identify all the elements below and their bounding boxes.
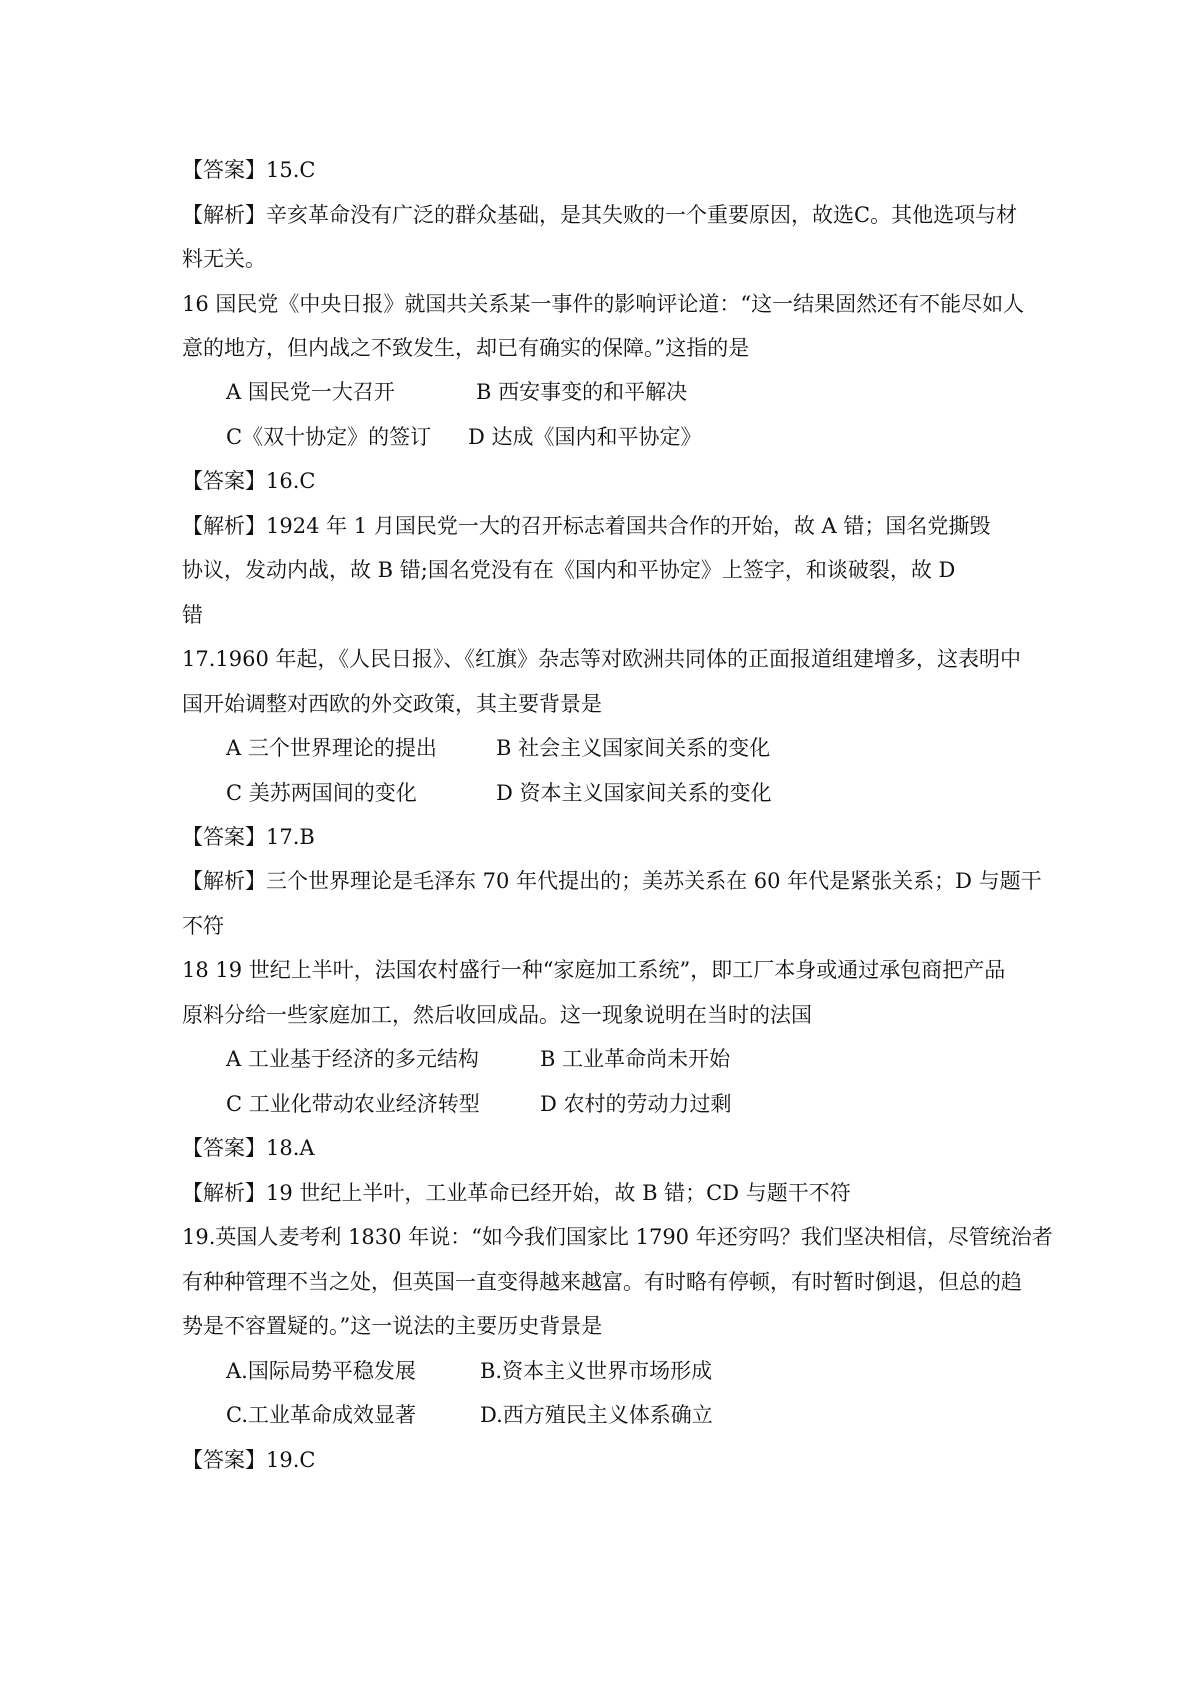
analysis-18-line-1: 【解析】19 世纪上半叶，工业革命已经开始，故 B 错；CD 与题干不符 xyxy=(182,1181,851,1205)
question-16-option-a: A 国民党一大召开 xyxy=(226,380,395,404)
question-18-stem-line-2: 原料分给一些家庭加工，然后收回成品。这一现象说明在当时的法国 xyxy=(182,1003,812,1027)
question-18-option-d: D 农村的劳动力过剩 xyxy=(540,1092,732,1116)
analysis-17-line-1: 【解析】三个世界理论是毛泽东 70 年代提出的；美苏关系在 60 年代是紧张关系；D 与题干 xyxy=(182,869,1042,893)
analysis-16-line-3: 错 xyxy=(182,603,203,627)
question-19-option-a: A.国际局势平稳发展 xyxy=(226,1359,416,1383)
question-18-stem-line-1: 18 19 世纪上半叶，法国农村盛行一种“家庭加工系统”，即工厂本身或通过承包商把产品 xyxy=(182,958,1006,982)
answer-17: 【答案】17.B xyxy=(182,825,315,849)
analysis-15-line-1: 【解析】辛亥革命没有广泛的群众基础，是其失败的一个重要原因，故选C。其他选项与材 xyxy=(182,203,1018,227)
question-17-option-b: B 社会主义国家间关系的变化 xyxy=(496,736,771,760)
question-19-option-d: D.西方殖民主义体系确立 xyxy=(480,1403,713,1427)
answer-15: 【答案】15.C xyxy=(182,158,316,182)
question-19-stem-line-3: 势是不容置疑的。”这一说法的主要历史背景是 xyxy=(182,1314,603,1338)
question-17-stem-line-1: 17.1960 年起，《人民日报》、《红旗》杂志等对欧洲共同体的正面报道组建增多，这表明中 xyxy=(182,647,1022,671)
question-18-option-c: C 工业化带动农业经济转型 xyxy=(226,1092,480,1116)
question-16-stem-line-1: 16 国民党《中央日报》就国共关系某一事件的影响评论道：“这一结果固然还有不能尽如人 xyxy=(182,292,1025,316)
question-17-option-c: C 美苏两国间的变化 xyxy=(226,781,417,805)
analysis-16-line-2: 协议，发动内战，故 B 错;国名党没有在《国内和平协定》上签字，和谈破裂，故 D xyxy=(182,558,956,582)
question-16-option-b: B 西安事变的和平解决 xyxy=(476,380,688,404)
answer-18: 【答案】18.A xyxy=(182,1136,315,1160)
question-19-stem-line-1: 19.英国人麦考利 1830 年说：“如今我们国家比 1790 年还穷吗？我们坚决相信，尽管统治者 xyxy=(182,1225,1053,1249)
answer-16: 【答案】16.C xyxy=(182,469,316,493)
question-19-option-c: C.工业革命成效显著 xyxy=(226,1403,416,1427)
analysis-17-line-2: 不符 xyxy=(182,914,224,938)
question-18-option-b: B 工业革命尚未开始 xyxy=(540,1047,731,1071)
question-16-option-c: C《双十协定》的签订 xyxy=(226,425,432,449)
question-19-option-b: B.资本主义世界市场形成 xyxy=(480,1359,713,1383)
answer-19: 【答案】19.C xyxy=(182,1448,316,1472)
question-16-option-d: D 达成《国内和平协定》 xyxy=(468,425,702,449)
question-16-stem-line-2: 意的地方，但内战之不致发生，却已有确实的保障。”这指的是 xyxy=(182,336,750,360)
question-17-stem-line-2: 国开始调整对西欧的外交政策，其主要背景是 xyxy=(182,692,602,716)
question-17-option-d: D 资本主义国家间关系的变化 xyxy=(496,781,772,805)
analysis-15-line-2: 料无关。 xyxy=(182,247,266,271)
question-19-stem-line-2: 有种种管理不当之处，但英国一直变得越来越富。有时略有停顿，有时暂时倒退，但总的趋 xyxy=(182,1270,1022,1294)
question-17-option-a: A 三个世界理论的提出 xyxy=(226,736,437,760)
question-18-option-a: A 工业基于经济的多元结构 xyxy=(226,1047,479,1071)
analysis-16-line-1: 【解析】1924 年 1 月国民党一大的召开标志着国共合作的开始，故 A 错；国名党撕毁 xyxy=(182,514,991,538)
